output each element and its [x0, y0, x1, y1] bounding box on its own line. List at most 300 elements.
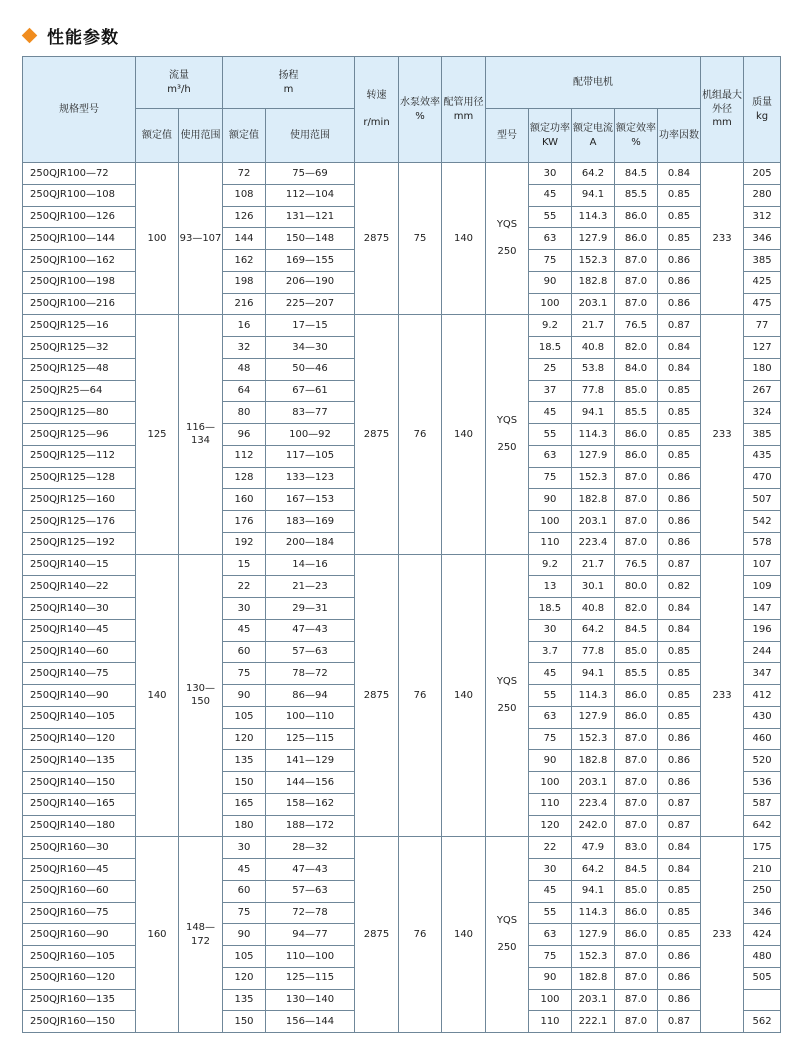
cell-head-rated: 90 — [223, 685, 266, 707]
cell-motor-power-factor: 0.85 — [658, 685, 701, 707]
cell-motor-power-factor: 0.86 — [658, 489, 701, 511]
cell-motor-current: 21.7 — [572, 554, 615, 576]
cell-head-rated: 64 — [223, 380, 266, 402]
cell-motor-power: 110 — [529, 1011, 572, 1033]
cell-speed: 2875 — [355, 315, 399, 554]
cell-pipe: 140 — [442, 554, 486, 837]
cell-head-rated: 135 — [223, 750, 266, 772]
cell-motor-current: 94.1 — [572, 880, 615, 902]
cell-motor-efficiency: 84.0 — [615, 358, 658, 380]
cell-mass: 280 — [744, 184, 781, 206]
cell-mass: 324 — [744, 402, 781, 424]
header-model: 规格型号 — [23, 57, 136, 163]
cell-mass: 385 — [744, 250, 781, 272]
cell-speed: 2875 — [355, 837, 399, 1033]
cell-mass: 520 — [744, 750, 781, 772]
cell-head-rated: 126 — [223, 206, 266, 228]
cell-motor-efficiency: 85.5 — [615, 663, 658, 685]
cell-head-rated: 22 — [223, 576, 266, 598]
cell-mass: 475 — [744, 293, 781, 315]
cell-efficiency: 76 — [399, 315, 442, 554]
cell-motor-power-factor: 0.84 — [658, 358, 701, 380]
cell-model: 250QJR160—150 — [23, 1011, 136, 1033]
cell-head-rated: 80 — [223, 402, 266, 424]
cell-motor-current: 114.3 — [572, 902, 615, 924]
cell-motor-current: 182.8 — [572, 967, 615, 989]
cell-mass: 210 — [744, 859, 781, 881]
cell-mass: 430 — [744, 706, 781, 728]
cell-motor-efficiency: 86.0 — [615, 706, 658, 728]
cell-head-range: 125—115 — [266, 728, 355, 750]
cell-head-range: 21—23 — [266, 576, 355, 598]
cell-motor-power: 120 — [529, 815, 572, 837]
cell-head-rated: 135 — [223, 989, 266, 1011]
cell-head-rated: 120 — [223, 967, 266, 989]
cell-head-rated: 160 — [223, 489, 266, 511]
cell-mass: 470 — [744, 467, 781, 489]
cell-model: 250QJR160—105 — [23, 946, 136, 968]
cell-model: 250QJR125—48 — [23, 358, 136, 380]
cell-model: 250QJR160—75 — [23, 902, 136, 924]
cell-head-range: 100—92 — [266, 424, 355, 446]
cell-motor-efficiency: 87.0 — [615, 728, 658, 750]
cell-motor-efficiency: 87.0 — [615, 293, 658, 315]
cell-motor-power: 25 — [529, 358, 572, 380]
cell-motor-efficiency: 86.0 — [615, 685, 658, 707]
cell-head-range: 50—46 — [266, 358, 355, 380]
cell-head-rated: 75 — [223, 663, 266, 685]
cell-mass: 587 — [744, 793, 781, 815]
cell-head-range: 188—172 — [266, 815, 355, 837]
cell-model: 250QJR140—45 — [23, 619, 136, 641]
cell-mass: 480 — [744, 946, 781, 968]
cell-motor-power-factor: 0.86 — [658, 728, 701, 750]
cell-motor-power: 63 — [529, 228, 572, 250]
cell-model: 250QJR140—120 — [23, 728, 136, 750]
cell-motor-power: 30 — [529, 619, 572, 641]
cell-motor-current: 182.8 — [572, 750, 615, 772]
header-flow: 流量 m³/h — [136, 57, 223, 109]
cell-motor-power: 100 — [529, 511, 572, 533]
cell-motor-efficiency: 86.0 — [615, 228, 658, 250]
cell-motor-power-factor: 0.85 — [658, 206, 701, 228]
cell-model: 250QJR100—126 — [23, 206, 136, 228]
cell-motor-power: 75 — [529, 250, 572, 272]
cell-model: 250QJR125—128 — [23, 467, 136, 489]
cell-outer-diameter: 233 — [701, 163, 744, 315]
header-outer-diameter: 机组最大外径 mm — [701, 57, 744, 163]
cell-head-rated: 180 — [223, 815, 266, 837]
table-body — [23, 163, 781, 1033]
cell-model: 250QJR160—120 — [23, 967, 136, 989]
cell-head-rated: 192 — [223, 532, 266, 554]
cell-head-rated: 48 — [223, 358, 266, 380]
cell-motor-efficiency: 85.0 — [615, 641, 658, 663]
cell-head-rated: 105 — [223, 946, 266, 968]
cell-motor-power-factor: 0.87 — [658, 1011, 701, 1033]
cell-mass: 77 — [744, 315, 781, 337]
cell-model: 250QJR140—180 — [23, 815, 136, 837]
header-motor-power: 额定功率 KW — [529, 109, 572, 163]
cell-motor-efficiency: 86.0 — [615, 902, 658, 924]
cell-head-range: 117—105 — [266, 445, 355, 467]
cell-mass: 175 — [744, 837, 781, 859]
cell-head-rated: 105 — [223, 706, 266, 728]
cell-model: 250QJR140—105 — [23, 706, 136, 728]
cell-mass — [744, 989, 781, 1011]
cell-model: 250QJR140—165 — [23, 793, 136, 815]
cell-motor-efficiency: 87.0 — [615, 467, 658, 489]
cell-motor-current: 127.9 — [572, 706, 615, 728]
cell-motor-current: 203.1 — [572, 293, 615, 315]
cell-head-rated: 32 — [223, 337, 266, 359]
cell-motor-efficiency: 87.0 — [615, 271, 658, 293]
cell-mass: 435 — [744, 445, 781, 467]
cell-motor-type: YQS 250 — [486, 837, 529, 1033]
cell-head-rated: 165 — [223, 793, 266, 815]
cell-head-range: 131—121 — [266, 206, 355, 228]
header-motor-type: 型号 — [486, 109, 529, 163]
cell-motor-type: YQS 250 — [486, 163, 529, 315]
cell-motor-power-factor: 0.86 — [658, 250, 701, 272]
cell-motor-efficiency: 82.0 — [615, 598, 658, 620]
cell-head-range: 34—30 — [266, 337, 355, 359]
cell-motor-power-factor: 0.85 — [658, 402, 701, 424]
cell-mass: 267 — [744, 380, 781, 402]
cell-mass: 562 — [744, 1011, 781, 1033]
cell-motor-current: 94.1 — [572, 184, 615, 206]
cell-motor-current: 53.8 — [572, 358, 615, 380]
cell-motor-power-factor: 0.87 — [658, 315, 701, 337]
cell-motor-efficiency: 84.5 — [615, 163, 658, 185]
cell-motor-current: 152.3 — [572, 946, 615, 968]
cell-flow-range: 93—107 — [179, 163, 223, 315]
cell-mass: 385 — [744, 424, 781, 446]
cell-head-range: 17—15 — [266, 315, 355, 337]
header-speed: 转速 r/min — [355, 57, 399, 163]
cell-head-rated: 30 — [223, 837, 266, 859]
cell-motor-current: 40.8 — [572, 337, 615, 359]
cell-mass: 505 — [744, 967, 781, 989]
diamond-bullet-icon — [22, 27, 38, 43]
cell-mass: 346 — [744, 902, 781, 924]
cell-model: 250QJR125—80 — [23, 402, 136, 424]
cell-head-rated: 30 — [223, 598, 266, 620]
cell-motor-power-factor: 0.84 — [658, 837, 701, 859]
cell-head-range: 57—63 — [266, 880, 355, 902]
cell-head-rated: 15 — [223, 554, 266, 576]
cell-head-range: 47—43 — [266, 859, 355, 881]
cell-motor-efficiency: 83.0 — [615, 837, 658, 859]
cell-motor-current: 114.3 — [572, 424, 615, 446]
cell-head-range: 112—104 — [266, 184, 355, 206]
cell-model: 250QJR140—90 — [23, 685, 136, 707]
cell-mass: 460 — [744, 728, 781, 750]
cell-motor-efficiency: 87.0 — [615, 967, 658, 989]
cell-model: 250QJR125—176 — [23, 511, 136, 533]
cell-motor-efficiency: 80.0 — [615, 576, 658, 598]
cell-head-range: 57—63 — [266, 641, 355, 663]
cell-motor-power: 30 — [529, 859, 572, 881]
cell-speed: 2875 — [355, 554, 399, 837]
cell-motor-efficiency: 87.0 — [615, 489, 658, 511]
cell-flow-rated: 140 — [136, 554, 179, 837]
cell-head-range: 75—69 — [266, 163, 355, 185]
cell-motor-power-factor: 0.86 — [658, 967, 701, 989]
cell-head-rated: 198 — [223, 271, 266, 293]
cell-motor-power-factor: 0.87 — [658, 554, 701, 576]
cell-motor-efficiency: 87.0 — [615, 1011, 658, 1033]
cell-model: 250QJR100—216 — [23, 293, 136, 315]
cell-head-range: 72—78 — [266, 902, 355, 924]
cell-mass: 244 — [744, 641, 781, 663]
cell-head-rated: 150 — [223, 772, 266, 794]
cell-motor-current: 182.8 — [572, 271, 615, 293]
cell-head-rated: 90 — [223, 924, 266, 946]
cell-motor-power: 75 — [529, 728, 572, 750]
cell-motor-power-factor: 0.85 — [658, 880, 701, 902]
cell-motor-efficiency: 84.5 — [615, 859, 658, 881]
cell-motor-current: 222.1 — [572, 1011, 615, 1033]
cell-motor-current: 127.9 — [572, 445, 615, 467]
cell-head-range: 125—115 — [266, 967, 355, 989]
cell-motor-current: 182.8 — [572, 489, 615, 511]
cell-motor-current: 223.4 — [572, 793, 615, 815]
cell-model: 250QJR100—162 — [23, 250, 136, 272]
cell-motor-power: 9.2 — [529, 554, 572, 576]
cell-motor-power: 55 — [529, 685, 572, 707]
performance-parameter-table — [22, 56, 781, 1033]
header-pipe: 配管用径 mm — [442, 57, 486, 163]
cell-motor-current: 47.9 — [572, 837, 615, 859]
cell-model: 250QJR160—30 — [23, 837, 136, 859]
cell-mass: 642 — [744, 815, 781, 837]
cell-mass: 507 — [744, 489, 781, 511]
cell-mass: 312 — [744, 206, 781, 228]
cell-speed: 2875 — [355, 163, 399, 315]
cell-motor-efficiency: 85.5 — [615, 402, 658, 424]
cell-flow-range: 130—150 — [179, 554, 223, 837]
cell-head-rated: 128 — [223, 467, 266, 489]
cell-motor-current: 64.2 — [572, 619, 615, 641]
cell-motor-power: 13 — [529, 576, 572, 598]
cell-head-rated: 176 — [223, 511, 266, 533]
cell-head-rated: 150 — [223, 1011, 266, 1033]
cell-mass: 425 — [744, 271, 781, 293]
table-row — [23, 554, 781, 576]
cell-head-range: 83—77 — [266, 402, 355, 424]
cell-model: 250QJR125—192 — [23, 532, 136, 554]
cell-motor-efficiency: 87.0 — [615, 250, 658, 272]
cell-motor-power: 18.5 — [529, 337, 572, 359]
cell-head-rated: 120 — [223, 728, 266, 750]
cell-motor-power: 90 — [529, 271, 572, 293]
cell-motor-power: 110 — [529, 793, 572, 815]
header-motor-power-factor: 功率因数 — [658, 109, 701, 163]
cell-head-rated: 96 — [223, 424, 266, 446]
header-flow-range: 使用范围 — [179, 109, 223, 163]
header-head-rated: 额定值 — [223, 109, 266, 163]
cell-motor-power: 100 — [529, 293, 572, 315]
cell-model: 250QJR140—30 — [23, 598, 136, 620]
cell-head-range: 225—207 — [266, 293, 355, 315]
cell-motor-power-factor: 0.85 — [658, 228, 701, 250]
cell-motor-power-factor: 0.86 — [658, 989, 701, 1011]
cell-motor-power: 75 — [529, 946, 572, 968]
cell-motor-efficiency: 82.0 — [615, 337, 658, 359]
cell-model: 250QJR140—150 — [23, 772, 136, 794]
cell-head-range: 78—72 — [266, 663, 355, 685]
cell-head-range: 158—162 — [266, 793, 355, 815]
cell-efficiency: 76 — [399, 837, 442, 1033]
cell-motor-power: 3.7 — [529, 641, 572, 663]
cell-motor-power: 22 — [529, 837, 572, 859]
header-mass: 质量 kg — [744, 57, 781, 163]
cell-mass: 109 — [744, 576, 781, 598]
cell-motor-power-factor: 0.85 — [658, 924, 701, 946]
cell-motor-power: 55 — [529, 424, 572, 446]
cell-head-rated: 144 — [223, 228, 266, 250]
cell-head-range: 28—32 — [266, 837, 355, 859]
cell-motor-efficiency: 87.0 — [615, 750, 658, 772]
header-head: 扬程 m — [223, 57, 355, 109]
cell-motor-efficiency: 85.5 — [615, 184, 658, 206]
cell-motor-power-factor: 0.85 — [658, 445, 701, 467]
cell-motor-current: 203.1 — [572, 989, 615, 1011]
cell-motor-power: 100 — [529, 989, 572, 1011]
cell-motor-current: 152.3 — [572, 250, 615, 272]
cell-model: 250QJR160—45 — [23, 859, 136, 881]
cell-motor-power-factor: 0.85 — [658, 663, 701, 685]
cell-head-range: 200—184 — [266, 532, 355, 554]
cell-motor-power: 30 — [529, 163, 572, 185]
cell-motor-power: 55 — [529, 206, 572, 228]
cell-motor-efficiency: 86.0 — [615, 206, 658, 228]
cell-mass: 347 — [744, 663, 781, 685]
cell-motor-power: 37 — [529, 380, 572, 402]
cell-head-range: 144—156 — [266, 772, 355, 794]
cell-motor-current: 203.1 — [572, 511, 615, 533]
cell-model: 250QJR160—135 — [23, 989, 136, 1011]
cell-motor-current: 152.3 — [572, 728, 615, 750]
cell-outer-diameter: 233 — [701, 315, 744, 554]
table-row — [23, 163, 781, 185]
cell-motor-efficiency: 84.5 — [615, 619, 658, 641]
cell-model: 250QJR140—15 — [23, 554, 136, 576]
cell-motor-efficiency: 87.0 — [615, 511, 658, 533]
cell-motor-efficiency: 85.0 — [615, 880, 658, 902]
cell-head-rated: 16 — [223, 315, 266, 337]
cell-model: 250QJR160—60 — [23, 880, 136, 902]
cell-motor-efficiency: 87.0 — [615, 946, 658, 968]
cell-motor-power: 45 — [529, 663, 572, 685]
cell-pipe: 140 — [442, 837, 486, 1033]
cell-motor-current: 40.8 — [572, 598, 615, 620]
cell-model: 250QJR125—96 — [23, 424, 136, 446]
cell-motor-power-factor: 0.85 — [658, 380, 701, 402]
cell-motor-power: 90 — [529, 967, 572, 989]
cell-head-rated: 45 — [223, 619, 266, 641]
cell-motor-current: 94.1 — [572, 402, 615, 424]
cell-head-rated: 162 — [223, 250, 266, 272]
cell-motor-efficiency: 87.0 — [615, 532, 658, 554]
cell-head-range: 133—123 — [266, 467, 355, 489]
cell-motor-power-factor: 0.86 — [658, 511, 701, 533]
cell-motor-power: 90 — [529, 750, 572, 772]
cell-head-rated: 60 — [223, 641, 266, 663]
cell-motor-power: 18.5 — [529, 598, 572, 620]
cell-flow-rated: 160 — [136, 837, 179, 1033]
header-flow-rated: 额定值 — [136, 109, 179, 163]
page-title: 性能参数 — [47, 27, 119, 48]
cell-motor-current: 77.8 — [572, 641, 615, 663]
cell-motor-power-factor: 0.85 — [658, 902, 701, 924]
cell-model: 250QJR100—108 — [23, 184, 136, 206]
cell-head-range: 183—169 — [266, 511, 355, 533]
cell-motor-type: YQS 250 — [486, 554, 529, 837]
cell-mass: 542 — [744, 511, 781, 533]
cell-head-range: 141—129 — [266, 750, 355, 772]
cell-motor-efficiency: 87.0 — [615, 772, 658, 794]
cell-head-range: 86—94 — [266, 685, 355, 707]
cell-model: 250QJR140—75 — [23, 663, 136, 685]
cell-motor-current: 223.4 — [572, 532, 615, 554]
cell-motor-power-factor: 0.86 — [658, 772, 701, 794]
cell-mass: 346 — [744, 228, 781, 250]
cell-motor-power: 45 — [529, 184, 572, 206]
cell-head-range: 169—155 — [266, 250, 355, 272]
cell-mass: 127 — [744, 337, 781, 359]
cell-mass: 536 — [744, 772, 781, 794]
cell-mass: 578 — [744, 532, 781, 554]
cell-motor-current: 203.1 — [572, 772, 615, 794]
cell-motor-efficiency: 76.5 — [615, 315, 658, 337]
cell-motor-current: 64.2 — [572, 859, 615, 881]
cell-motor-efficiency: 86.0 — [615, 924, 658, 946]
cell-motor-efficiency: 86.0 — [615, 424, 658, 446]
cell-model: 250QJR125—16 — [23, 315, 136, 337]
cell-motor-current: 77.8 — [572, 380, 615, 402]
cell-mass: 250 — [744, 880, 781, 902]
cell-model: 250QJR125—160 — [23, 489, 136, 511]
cell-motor-power-factor: 0.86 — [658, 293, 701, 315]
cell-head-range: 167—153 — [266, 489, 355, 511]
cell-head-rated: 112 — [223, 445, 266, 467]
cell-mass: 412 — [744, 685, 781, 707]
cell-motor-power: 90 — [529, 489, 572, 511]
cell-model: 250QJR25—64 — [23, 380, 136, 402]
cell-flow-rated: 125 — [136, 315, 179, 554]
table-row — [23, 837, 781, 859]
cell-motor-current: 127.9 — [572, 924, 615, 946]
cell-motor-power-factor: 0.84 — [658, 619, 701, 641]
cell-motor-current: 30.1 — [572, 576, 615, 598]
cell-motor-current: 127.9 — [572, 228, 615, 250]
cell-motor-power-factor: 0.86 — [658, 750, 701, 772]
cell-motor-power: 63 — [529, 924, 572, 946]
cell-motor-efficiency: 86.0 — [615, 445, 658, 467]
cell-motor-efficiency: 85.0 — [615, 380, 658, 402]
cell-model: 250QJR100—198 — [23, 271, 136, 293]
cell-head-range: 94—77 — [266, 924, 355, 946]
cell-motor-power-factor: 0.84 — [658, 163, 701, 185]
cell-model: 250QJR160—90 — [23, 924, 136, 946]
cell-pipe: 140 — [442, 163, 486, 315]
cell-motor-power-factor: 0.85 — [658, 706, 701, 728]
cell-head-range: 130—140 — [266, 989, 355, 1011]
cell-motor-power: 45 — [529, 880, 572, 902]
cell-motor-power: 55 — [529, 902, 572, 924]
